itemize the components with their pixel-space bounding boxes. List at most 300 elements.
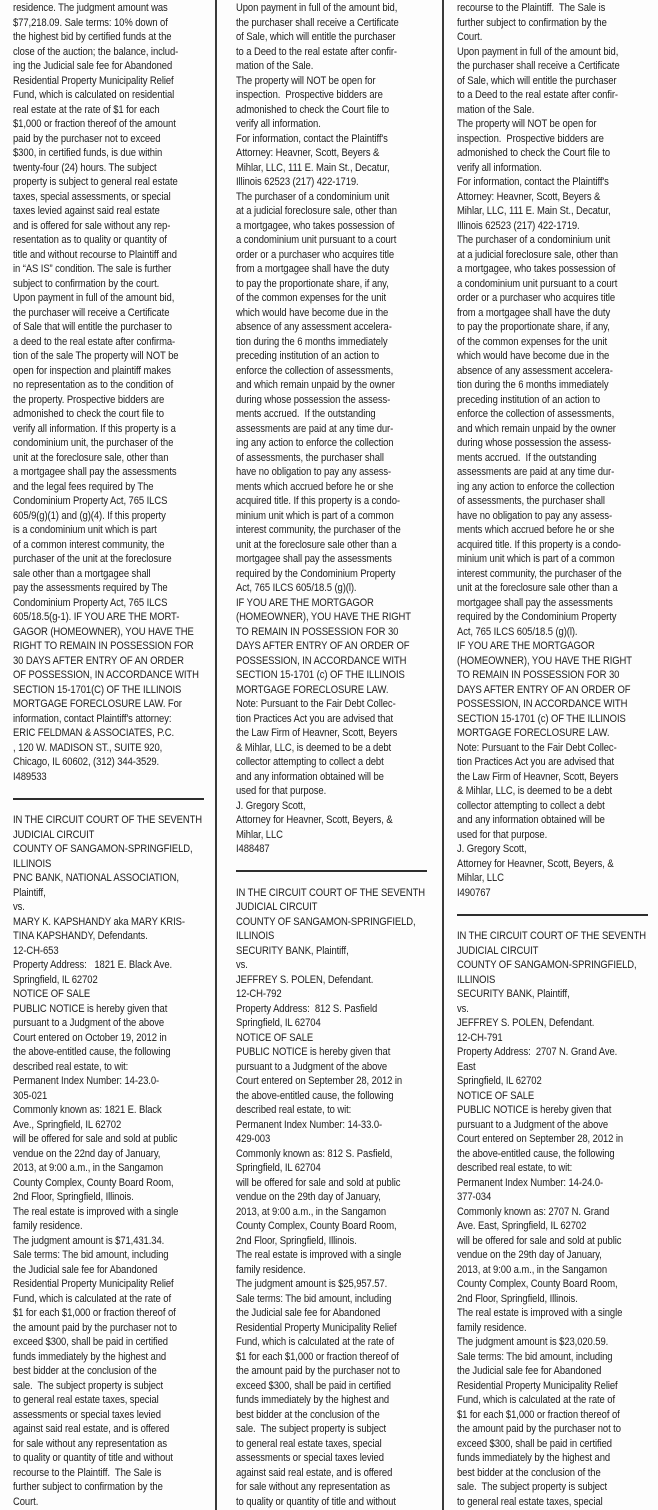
notice-line: Court entered on September 28, 2012 in [236,1075,403,1087]
notice-line: Mihlar, LLC [236,828,283,841]
notice-line: the Law Firm of Heavner, Scott, Beyers [457,770,619,783]
notice-line: JUDICIAL CIRCUIT [457,944,539,957]
notice-line: enforce the collection of assessments, [457,408,615,420]
notice-line: 30 DAYS AFTER ENTRY OF AN ORDER [13,654,184,667]
notice-line: interest community, the purchaser of the [236,524,401,536]
notice-line: 2013, at 9:00 a.m., in the Sangamon [236,1205,387,1218]
notice-line: ments accrued. If the outstanding [236,408,376,420]
notice-line: the property. Prospective bidders are [13,393,165,406]
notice-line: & Mihlar, LLC, is deemed to be a debt [236,741,392,754]
notice-line: have no obligation to pay any assess- [236,466,392,478]
notice-line: unit at the foreclosure sale other than a [236,538,397,551]
notice-line: the above-entitled cause, the following [13,1046,171,1058]
notice-line: assessments or special taxes levied [236,1452,384,1464]
notice-line: JEFFREY S. POLEN, Defendant. [236,973,374,986]
notice-line: which would have become due in the [457,350,610,362]
notice-line: at a judicial foreclosure sale, other than [236,205,397,217]
notice-line: Condominium Property Act, 765 ILCS [13,596,168,609]
notice-line: of Sale, which will entitle the purchaser [457,74,617,87]
notice-line: County Complex, County Board Room, [236,1220,397,1232]
notice-line: is a condominium unit which is part [13,524,157,536]
notice-line: SECTION 15-1701 (c) OF THE ILLINOIS [236,669,405,681]
notice-line: Act, 765 ILCS 605/18.5 (g)(l). [236,582,357,594]
notice-line: Upon payment in full of the amount bid, [457,45,619,58]
notice-line: family residence. [457,1321,527,1334]
notice-line: used for that purpose. [236,785,327,797]
notice-line: unit at the foreclosure sale other than a [457,582,618,594]
notice-line: a mortgagee, who takes possession of [457,263,616,275]
notice-line: verify all information. [236,118,321,130]
notice-line: COUNTY OF SANGAMON-SPRINGFIELD, [236,915,416,928]
notice-line: sale. The subject property is subject [457,1481,608,1493]
notice-line: 605/9(g)(1) and (g)(4). If this property [13,509,166,522]
notice-line: of assessments, the purchaser shall [236,451,384,464]
notice-line: information, contact Plaintiff's attorney: [13,712,172,725]
notice-line: the amount paid by the purchaser not to [236,1365,400,1377]
notice-line: further subject to confirmation by the [457,16,607,29]
notice-line: ILLINOIS [13,857,52,870]
notice-line: and any information obtained will be [236,770,384,783]
notice-line: further subject to confirmation by the [13,1481,163,1493]
notice-line: tion Practices Act you are advised that [236,712,394,725]
notice-line: DAYS AFTER ENTRY OF AN ORDER OF [236,640,410,652]
notice-line: Upon payment in full of the amount bid, [236,2,398,14]
notice-line: inspection. Prospective bidders are [457,132,604,145]
notice-line: The judgment amount is $71,431.34. [13,1234,165,1247]
notice-line: preceding institution of an action to [236,350,380,362]
notice-line: order or a purchaser who acquires title [457,292,616,304]
notice-line: have no obligation to pay any assess- [457,509,613,522]
notice-line: described real estate, to wit: [457,1162,573,1174]
notice-line: Springfield, IL 62702 [457,1075,542,1087]
notice-line: Permanent Index Number: 14-33.0- [236,1118,383,1131]
notice-line: vs. [236,959,248,971]
notice-line: to general real estate taxes, special [457,1495,603,1508]
notice-line: of a common interest community, the [13,538,165,551]
notice-line: Fund, which is calculated at the rate of [457,1394,615,1406]
notice-divider-line [13,798,204,800]
notice-line: 429-003 [236,1133,271,1145]
notice-line: Fund, which is calculated on residential [13,89,175,101]
notice-line: residence. The judgment amount was [13,2,168,14]
notice-line: pursuant to a Judgment of the above [13,1017,165,1029]
notice-line: to a Deed to the real estate after confir- [457,89,618,101]
notice-line: tion of the sale The property will NOT be [13,350,179,362]
notice-line: IN THE CIRCUIT COURT OF THE SEVENTH [236,886,426,899]
notice-line: assessments are paid at any time dur- [457,466,615,478]
notice-line: the highest bid by certified funds at the [13,31,172,43]
notice-line: SECTION 15-1701 (c) OF THE ILLINOIS [457,712,626,725]
column-3 [457,0,654,1510]
notice-line: and which remain unpaid by the owner [236,379,395,391]
notice-line: $1 for each $1,000 or fraction thereof of [13,1307,176,1319]
notice-line: from a mortgagee shall have the duty [457,306,611,319]
notice-divider-line [457,914,648,916]
notice-line: TO REMAIN IN POSSESSION FOR 30 [457,669,620,681]
notice-line: open for inspection and plaintiff makes [13,364,171,377]
notice-line: exceed $300, shall be paid in certified [13,1336,168,1348]
notice-line: the amount paid by the purchaser not to [457,1423,621,1435]
notice-line: Mihlar, LLC [457,872,504,884]
notice-line: the purchaser shall receive a Certificate [236,16,399,29]
notice-line: I490767 [457,886,491,899]
notice-line: Condominium Property Act, 765 ILCS [13,495,168,507]
notice-line: JUDICIAL CIRCUIT [13,828,95,841]
notice-line: vs. [13,901,25,913]
notice-line: inspection. Prospective bidders are [236,89,383,101]
notice-line: The real estate is improved with a single [13,1205,179,1218]
notice-line: against said real estate, and is offered [236,1466,393,1479]
notice-line: admonished to check the court file to [13,408,164,420]
notice-line: Springfield, IL 62704 [236,1017,321,1029]
notice-line: PUBLIC NOTICE is hereby given that [457,1104,612,1116]
notice-line: IF YOU ARE THE MORTGAGOR [236,596,374,609]
notice-line: Ave. East, Springfield, IL 62702 [457,1220,587,1232]
notice-line: 2013, at 9:00 a.m., in the Sangamon [457,1263,608,1276]
notice-line: The purchaser of a condominium unit [236,190,390,203]
column-2 [236,0,433,1510]
notice-line: 605/18.5(g-1). IF YOU ARE THE MORT- [13,611,180,623]
notice-line: TO REMAIN IN POSSESSION FOR 30 [236,625,399,638]
notice-line: from a mortgagee shall have the duty [236,263,390,275]
notice-line: the purchaser will receive a Certificate [13,306,170,319]
notice-line: Residential Property Municipality Relief [457,1379,618,1392]
notice-line: Mihlar, LLC, 111 E. Main St., Decatur, [457,205,611,217]
notice-line: $77,218.09. Sale terms: 10% down of [13,16,168,29]
notice-line: subject to confirmation by the court. [13,277,160,290]
notice-line: best bidder at the conclusion of the [13,1365,157,1377]
notice-line: and any information obtained will be [457,814,605,826]
notice-line: pay the assessments required by The [13,582,168,594]
notice-line: Note: Pursuant to the Fair Debt Collec- [236,698,396,710]
notice-line: which would have become due in the [236,306,389,319]
notice-line: Sale terms: The bid amount, including [236,1292,392,1305]
notice-line: the amount paid by the purchaser not to [13,1321,177,1334]
notice-line: Property Address: 1821 E. Black Ave. [13,959,173,971]
notice-line: recourse to the Plaintiff. The Sale is [13,1466,162,1479]
notice-line: title and without recourse to Plaintiff and [13,248,177,261]
notice-divider [457,900,654,929]
notice-line: exceed $300, shall be paid in certified [236,1379,391,1392]
notice-line: & Mihlar, LLC, is deemed to be a debt [457,785,613,797]
notice-line: Illinois 62523 (217) 422-1719. [457,219,580,232]
notice-divider [13,784,210,813]
notice-line: Fund, which is calculated at the rate of [236,1336,394,1348]
notice-line: PUBLIC NOTICE is hereby given that [236,1046,391,1058]
column-rule [215,0,217,1510]
notice-line: admonished to check the Court file to [457,147,610,159]
notice-line: a mortgagee, who takes possession of [236,219,395,232]
notice-line: Residential Property Municipality Relief [13,74,174,87]
notice-line: Commonly known as: 2707 N. Grand [457,1205,610,1218]
notice-line: unit at the foreclosure sale, other than [13,451,169,464]
notice-line: to general real estate taxes, special [236,1437,382,1450]
notice-line: sale. The subject property is subject [236,1423,387,1435]
notice-line: (HOMEOWNER), YOU HAVE THE RIGHT [457,654,632,667]
notice-line: The real estate is improved with a single [457,1307,623,1319]
notice-line: exceed $300, shall be paid in certified [457,1437,612,1450]
notice-line: COUNTY OF SANGAMON-SPRINGFIELD, [13,843,193,855]
notice-line: Chicago, IL 60602, (312) 344-3529. [13,756,160,768]
notice-line: Ave., Springfield, IL 62702 [13,1118,122,1131]
column-1 [13,0,210,1510]
notice-line: and which remain unpaid by the owner [457,422,616,435]
notice-line: Springfield, IL 62704 [236,1162,321,1174]
notice-line: condominium unit, the purchaser of the [13,437,174,449]
notice-line: Plaintiff, [13,886,46,899]
notice-line: the Judicial sale fee for Abandoned [236,1307,381,1319]
notice-line: family residence. [236,1263,306,1276]
notice-line: mation of the Sale. [457,103,535,116]
notice-line: Commonly known as: 1821 E. Black [13,1104,162,1116]
notice-line: SECURITY BANK, Plaintiff, [457,988,570,1000]
notice-line: collector attempting to collect a debt [457,799,605,812]
notice-line: IN THE CIRCUIT COURT OF THE SEVENTH [457,930,647,942]
legal-notice [13,1,210,784]
notice-line: J. Gregory Scott, [457,843,527,855]
notice-line: funds immediately by the highest and [457,1452,611,1464]
notice-line: of assessments, the purchaser shall [457,495,605,507]
notice-line: minium unit which is part of a common [236,509,394,522]
notice-line: verify all information. [457,161,542,174]
notice-line: to general real estate taxes, special [13,1394,159,1406]
notice-line: tion during the 6 months immediately [236,335,388,348]
notice-line: the above-entitled cause, the following [457,1147,615,1160]
column-rule [442,0,444,1510]
notice-line: tion during the 6 months immediately [457,379,609,391]
notice-line: The property will NOT be open for [236,74,376,87]
notice-line: Attorney for Heavner, Scott, Beyers, & [236,814,393,826]
notice-line: and is offered for sale without any rep- [13,219,171,232]
notice-line: order or a purchaser who acquires title [236,248,395,261]
notice-line: resentation as to quality or quantity of [13,234,167,246]
notice-line: ERIC FELDMAN & ASSOCIATES, P.C. [13,727,175,739]
notice-line: a condominium unit pursuant to a court [236,234,397,246]
notice-line: PNC BANK, NATIONAL ASSOCIATION, [13,872,179,884]
notice-line: SECURITY BANK, Plaintiff, [236,944,349,957]
notice-line: $1,000 or fraction thereof of the amount [13,118,176,130]
notice-line: of the common expenses for the unit [236,292,387,304]
notice-line: J. Gregory Scott, [236,799,306,812]
notice-divider [236,857,433,886]
notice-line: of the common expenses for the unit [457,335,608,348]
notice-line: the above-entitled cause, the following [236,1089,394,1102]
notice-line: County Complex, County Board Room, [457,1278,618,1290]
notice-line: sale other than a mortgagee shall [13,567,151,580]
notice-line: twenty-four (24) hours. The subject [13,161,157,174]
notice-line: Court. [13,1495,39,1508]
notice-line: Court. [457,31,483,43]
notice-line: mation of the Sale. [236,60,314,72]
notice-line: OF POSSESSION, IN ACCORDANCE WITH [13,669,199,681]
notice-line: collector attempting to collect a debt [236,756,384,768]
notice-line: POSSESSION, IN ACCORDANCE WITH [457,698,628,710]
notice-line: to pay the proportionate share, if any, [236,277,389,290]
notice-line: acquired title. If this property is a condo- [236,495,400,507]
notice-line: against said real estate, and is offered [13,1423,170,1435]
notice-line: Court entered on October 19, 2012 in [13,1031,167,1044]
legal-notice [457,929,654,1509]
notice-line: to quality or quantity of title and without [13,1452,173,1464]
notice-line: MORTGAGE FORECLOSURE LAW. [457,727,610,739]
notice-line: recourse to the Plaintiff. The Sale is [457,2,606,14]
notice-line: during whose possession the assess- [457,437,612,449]
notice-line: NOTICE OF SALE [457,1089,535,1102]
notice-line: a condominium unit pursuant to a court [457,277,618,290]
notice-line: vendue on the 29th day of January, [236,1191,381,1203]
notice-line: pursuant to a Judgment of the above [236,1060,388,1073]
notice-line: Residential Property Municipality Relief [236,1321,397,1334]
notice-line: paid by the purchaser not to exceed [13,132,161,145]
notice-line: absence of any assessment accelera- [457,364,613,377]
notice-line: a mortgagee shall pay the assessments [13,466,177,478]
notice-line: family residence. [13,1220,83,1232]
notice-line: mortgagee shall pay the assessments [236,553,392,565]
notice-line: IN THE CIRCUIT COURT OF THE SEVENTH [13,814,203,826]
notice-line: 12-CH-791 [457,1031,503,1044]
notice-line: will be offered for sale and sold at public [236,1176,401,1189]
notice-line: Property Address: 2707 N. Grand Ave. [457,1046,618,1058]
notice-line: 377-034 [457,1191,492,1203]
notice-line: MORTGAGE FORECLOSURE LAW. For [13,698,182,710]
notice-line: used for that purpose. [457,828,548,841]
notice-line: PUBLIC NOTICE is hereby given that [13,1002,168,1015]
notice-line: vendue on the 29th day of January, [457,1249,602,1261]
legal-notice [236,1,433,857]
notice-line: The property will NOT be open for [457,118,597,130]
notice-line: Attorney: Heavner, Scott, Beyers & [457,190,601,203]
notice-line: MARY K. KAPSHANDY aka MARY KRIS- [13,915,185,928]
notice-line: to quality or quantity of title and without [236,1495,396,1508]
notice-line: ILLINOIS [236,930,275,942]
notice-line: MORTGAGE FORECLOSURE LAW. [236,683,389,696]
notice-line: TINA KAPSHANDY, Defendants. [13,930,148,942]
notice-line: DAYS AFTER ENTRY OF AN ORDER OF [457,683,631,696]
notice-line: to a Deed to the real estate after confir- [236,45,397,58]
notice-line: ing any action to enforce the collection [236,437,394,449]
notice-line: of Sale that will entitle the purchaser to [13,321,172,333]
notice-line: , 120 W. MADISON ST., SUITE 920, [13,741,163,754]
notice-line: interest community, the purchaser of the [457,567,622,580]
notice-line: close of the auction; the balance, includ- [13,45,179,58]
notice-line: 2nd Floor, Springfield, Illinois. [457,1292,578,1305]
notice-line: assessments or special taxes levied [13,1408,161,1421]
notice-line: $300, in certified funds, is due within [13,147,163,159]
notice-line: NOTICE OF SALE [13,988,91,1000]
legal-notice [13,813,210,1509]
notice-line: the purchaser shall receive a Certificate [457,60,620,72]
notice-line: ments accrued. If the outstanding [457,451,597,464]
notice-line: tion Practices Act you are advised that [457,756,615,768]
notice-line: POSSESSION, IN ACCORDANCE WITH [236,654,407,667]
notice-line: ing the Judicial sale fee for Abandoned [13,60,173,72]
notice-line: For information, contact the Plaintiff's [236,132,388,145]
notice-line: GAGOR (HOMEOWNER), YOU HAVE THE [13,625,194,638]
legal-notice [236,886,433,1510]
notice-line: sale. The subject property is subject [13,1379,164,1392]
notice-line: Permanent Index Number: 14-24.0- [457,1176,604,1189]
notice-line: enforce the collection of assessments, [236,364,394,377]
notice-line: taxes, special assessments, or special [13,190,171,203]
notice-line: For information, contact the Plaintiff's [457,176,609,188]
notice-line: for sale without any representation as [13,1437,167,1450]
notice-line: required by the Condominium Property [457,611,617,623]
notice-line: County Complex, County Board Room, [13,1176,174,1189]
notice-line: minium unit which is part of a common [457,553,615,565]
legal-notice [457,1,654,900]
notice-line: taxes levied against said real estate [13,205,160,217]
notice-line: described real estate, to wit: [236,1104,352,1116]
notice-line: Permanent Index Number: 14-23.0- [13,1075,160,1087]
notice-line: Court entered on September 28, 2012 in [457,1133,624,1145]
notice-line: Illinois 62523 (217) 422-1719. [236,176,359,188]
notice-line: admonished to check the Court file to [236,103,389,116]
notice-line: Springfield, IL 62702 [13,973,98,986]
notice-line: 2nd Floor, Springfield, Illinois. [13,1191,134,1203]
notice-line: and the legal fees required by The [13,480,154,493]
notice-line: assessments are paid at any time dur- [236,422,394,435]
notice-line: 2nd Floor, Springfield, Illinois. [236,1234,357,1247]
notice-line: 305-021 [13,1089,48,1102]
notice-line: preceding institution of an action to [457,393,601,406]
notice-line: Sale terms: The bid amount, including [13,1249,169,1261]
notice-line: ILLINOIS [457,973,496,986]
notice-line: during whose possession the assess- [236,393,391,406]
notice-line: ing any action to enforce the collection [457,480,615,493]
notice-line: funds immediately by the highest and [13,1350,167,1363]
notice-line: best bidder at the conclusion of the [457,1466,601,1479]
notice-line: Mihlar, LLC, 111 E. Main St., Decatur, [236,161,390,174]
notice-line: mortgagee shall pay the assessments [457,596,613,609]
notice-line: Upon payment in full of the amount bid, [13,292,175,304]
notice-line: RIGHT TO REMAIN IN POSSESSION FOR [13,640,194,652]
notice-line: verify all information. If this property is a [13,422,176,435]
notice-line: ments which accrued before he or she [236,480,394,493]
notice-line: the Law Firm of Heavner, Scott, Beyers [236,727,398,739]
notice-line: property is subject to general real estate [13,176,178,188]
notice-line: for sale without any representation as [236,1481,390,1493]
notice-divider-line [236,870,427,872]
notice-line: JUDICIAL CIRCUIT [236,901,318,913]
notice-line: The real estate is improved with a single [236,1249,402,1261]
notice-line: I488487 [236,843,270,855]
notice-line: real estate at the rate of $1 for each [13,103,160,116]
notice-line: Commonly known as: 812 S. Pasfield, [236,1147,393,1160]
notice-line: pursuant to a Judgment of the above [457,1118,609,1131]
notice-line: Sale terms: The bid amount, including [457,1350,613,1363]
notice-line: The purchaser of a condominium unit [457,234,611,246]
notice-line: East [457,1060,476,1073]
notice-line: required by the Condominium Property [236,567,396,580]
notice-line: 2013, at 9:00 a.m., in the Sangamon [13,1162,164,1174]
notice-line: The judgment amount is $25,957.57. [236,1278,388,1290]
notice-line: purchaser of the unit at the foreclosure [13,553,172,565]
notice-line: Property Address: 812 S. Pasfield [236,1002,378,1015]
notice-line: vs. [457,1002,469,1015]
notice-line: 12-CH-653 [13,944,59,957]
notice-line: vendue on the 22nd day of January, [13,1147,161,1160]
notice-line: IF YOU ARE THE MORTGAGOR [457,640,595,652]
notice-line: COUNTY OF SANGAMON-SPRINGFIELD, [457,959,637,971]
notice-line: a deed to the real estate after confirma- [13,335,176,348]
notice-line: the Judicial sale fee for Abandoned [13,1263,158,1276]
notice-line: acquired title. If this property is a condo- [457,538,621,551]
notice-line: Attorney: Heavner, Scott, Beyers & [236,147,380,159]
notice-line: Fund, which is calculated at the rate of [13,1292,171,1305]
notice-line: SECTION 15-1701(C) OF THE ILLINOIS [13,683,182,696]
notice-line: $1 for each $1,000 or fraction thereof of [457,1408,620,1421]
notice-line: in “AS IS” condition. The sale is further [13,263,172,275]
